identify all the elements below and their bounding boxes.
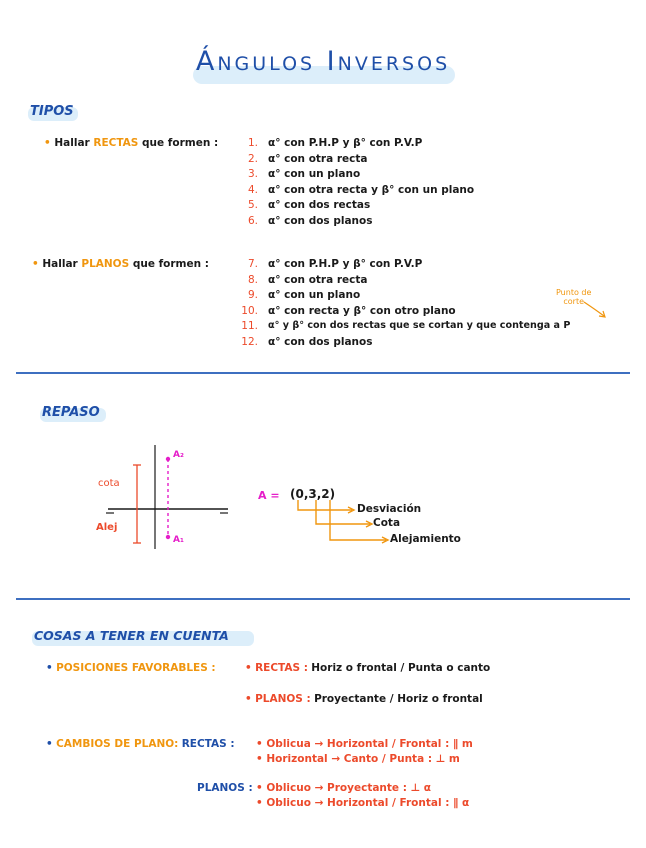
point-label: A =	[258, 489, 280, 502]
a1-label: A₁	[173, 535, 184, 545]
item-text: α° con dos planos	[268, 214, 373, 227]
cambios-planos-1	[256, 782, 431, 794]
planos-prefix: Hallar	[42, 258, 78, 270]
item-text: α° con dos planos	[268, 335, 373, 348]
cambios-rectas-1-text: Oblicua → Horizontal / Frontal : ∥ m	[266, 738, 473, 750]
bullet-icon: •	[46, 662, 53, 674]
alej-label: Alej	[96, 522, 118, 533]
cambios-rectas-1	[256, 738, 473, 750]
list-item	[238, 336, 570, 352]
item-text: α° con P.H.P y β° con P.V.P	[268, 137, 423, 149]
cambios-planos-2	[256, 797, 469, 809]
rectas-fav-text: Horiz o frontal / Punta o canto	[311, 662, 491, 674]
list-item	[238, 153, 474, 169]
planos-list	[238, 258, 570, 351]
posiciones-row	[46, 662, 216, 674]
item-number: 10.	[241, 304, 258, 317]
item-text: α° con otra recta	[268, 152, 368, 165]
list-item	[238, 215, 474, 231]
note-line1: Punto de	[556, 288, 592, 297]
list-item	[238, 184, 474, 200]
item-number: 2.	[247, 152, 258, 165]
list-item	[238, 289, 570, 305]
item-text: α° con otra recta	[268, 273, 368, 286]
cambios-planos-2-text: Oblicuo → Horizontal / Frontal : ∥ α	[266, 797, 470, 809]
item-text: α° con P.H.P y β° con P.V.P	[268, 258, 423, 270]
repaso-heading: REPASO	[42, 405, 100, 420]
item-text: α° con otra recta y β° con un plano	[268, 183, 475, 196]
item-number: 8.	[247, 273, 258, 286]
list-item	[238, 274, 570, 290]
item-number: 9.	[247, 289, 258, 301]
note-arrow-icon	[582, 300, 612, 322]
tipos-heading: TIPOS	[30, 104, 74, 119]
item-text: α° con recta y β° con otro plano	[268, 304, 456, 317]
rectas-favorables	[245, 662, 490, 674]
planos-suffix: que formen :	[132, 258, 209, 270]
alejamiento-label: Alejamiento	[390, 533, 461, 545]
list-item	[238, 258, 570, 274]
cambios-planos-label: PLANOS :	[197, 782, 253, 794]
rectas-intro	[44, 137, 218, 149]
cambios-rectas-2	[256, 753, 460, 765]
item-number: 3.	[247, 168, 258, 180]
rectas-list	[238, 137, 474, 230]
item-number: 4.	[247, 183, 258, 196]
projection-diagram	[100, 445, 240, 555]
a2-label: A₂	[173, 450, 184, 460]
cota-text: Cota	[373, 517, 401, 529]
point-coords: (0,3,2)	[290, 487, 336, 501]
cambios-row	[46, 738, 235, 750]
item-number: 1.	[247, 137, 258, 149]
bullet-icon: •	[44, 137, 51, 149]
rectas-word: RECTAS	[93, 137, 139, 149]
item-number: 11.	[241, 320, 258, 332]
item-text: α° con un plano	[268, 289, 361, 301]
item-number: 12.	[241, 335, 258, 348]
planos-fav-label: PLANOS :	[255, 693, 311, 705]
item-text: α° con un plano	[268, 168, 361, 180]
item-number: 5.	[247, 199, 258, 211]
list-item	[238, 137, 474, 153]
planos-favorables	[245, 693, 483, 705]
cambios-label: CAMBIOS DE PLANO:	[56, 738, 179, 750]
section-divider	[16, 598, 630, 600]
cambios-planos-1-text: Oblicuo → Proyectante : ⊥ α	[266, 782, 432, 794]
note-line2: corte	[563, 297, 585, 306]
bullet-icon: •	[256, 797, 263, 809]
page-title: Ángulos Inversos	[195, 46, 451, 77]
item-number: 6.	[247, 214, 258, 227]
cambios-rectas-label: RECTAS :	[181, 738, 235, 750]
rectas-prefix: Hallar	[54, 137, 90, 149]
posiciones-label: POSICIONES FAVORABLES :	[56, 662, 216, 674]
item-text: α° con dos rectas	[268, 199, 371, 211]
list-item	[238, 305, 570, 321]
planos-intro	[32, 258, 209, 270]
cosas-heading: COSAS A TENER EN CUENTA	[34, 628, 229, 643]
planos-fav-text: Proyectante / Horiz o frontal	[314, 693, 483, 705]
bullet-icon: •	[256, 738, 263, 750]
list-item	[238, 320, 570, 336]
list-item	[238, 199, 474, 215]
list-item	[238, 168, 474, 184]
desviacion-label: Desviación	[357, 503, 422, 515]
bullet-icon: •	[32, 258, 39, 270]
cambios-rectas-2-text: Horizontal → Canto / Punta : ⊥ m	[266, 753, 460, 765]
cota-label: cota	[98, 478, 120, 489]
bullet-icon: •	[256, 753, 263, 765]
bullet-icon: •	[245, 662, 252, 674]
item-number: 7.	[247, 258, 258, 270]
section-divider	[16, 372, 630, 374]
bullet-icon: •	[256, 782, 263, 794]
item-text: α° y β° con dos rectas que se cortan y que contenga a P	[268, 320, 571, 331]
bullet-icon: •	[46, 738, 53, 750]
rectas-suffix: que formen :	[142, 137, 219, 149]
planos-word: PLANOS	[81, 258, 130, 270]
bullet-icon: •	[245, 693, 252, 705]
rectas-fav-label: RECTAS :	[255, 662, 308, 674]
